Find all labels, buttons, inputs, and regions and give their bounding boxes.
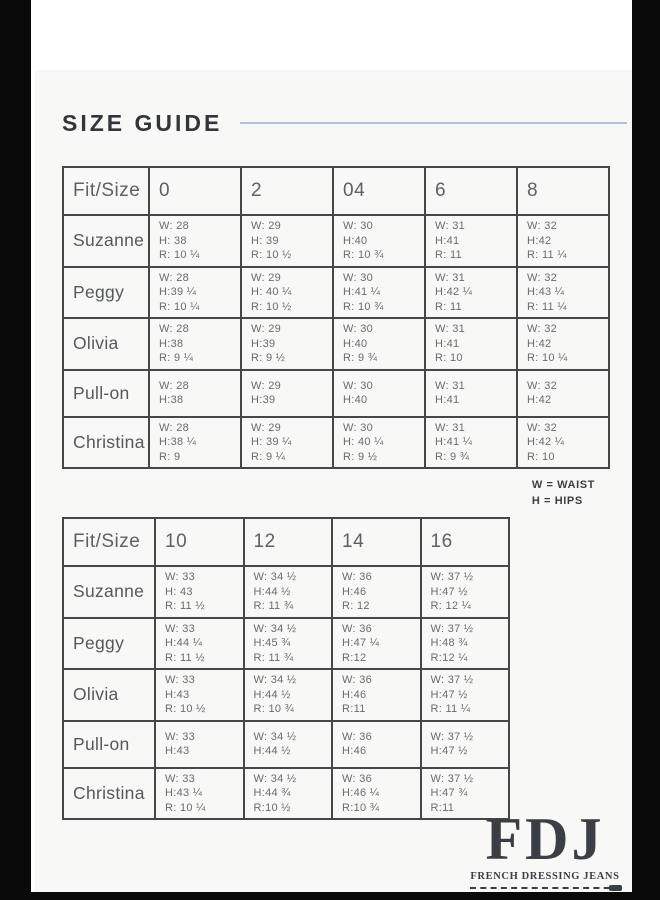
size-cell (332, 768, 421, 820)
measurement-line: H:42 (527, 337, 552, 350)
table-row (63, 318, 609, 370)
measurement-line: R: 10 ¼ (165, 801, 206, 814)
measurement-line: R:12 (342, 651, 367, 664)
measurement-line: H:46 (342, 745, 367, 757)
measurement-line: H:42 (527, 394, 552, 406)
title-row (62, 110, 627, 136)
measurement-line: R:11 (342, 703, 366, 715)
legend-waist: W = WAIST (531, 479, 595, 491)
table-row (63, 768, 509, 820)
measurement-line: W: 30 (343, 271, 374, 284)
measurement-line: R: 10 ¾ (253, 703, 295, 715)
brand-logo (470, 806, 620, 889)
measurement-line: W: 32 (527, 421, 558, 434)
measurement-line: W: 37 ½ (430, 674, 474, 686)
measurement-line: H:39 (251, 394, 276, 406)
measurement-line: R:11 (430, 801, 455, 814)
size-cell (155, 721, 244, 768)
measurement-line: R: 9 ¾ (435, 450, 470, 463)
size-cell (149, 417, 241, 469)
measurement-line: R: 10 (435, 352, 463, 364)
header-row (63, 167, 609, 215)
size-cell (333, 370, 425, 417)
size-cell (332, 566, 421, 618)
size-cell (425, 267, 517, 319)
measurement-line: W: 29 (251, 421, 282, 434)
size-cell (149, 215, 241, 267)
measurement-line: W: 30 (343, 421, 374, 434)
measurement-line: W: 33 (165, 772, 196, 785)
measurement-line: H:47 ¾ (430, 787, 468, 799)
size-column-header: 04 (333, 167, 425, 215)
size-cell (425, 318, 517, 370)
measurement-line: R: 9 ¼ (251, 450, 286, 463)
measurement-line: R: 11 (435, 300, 462, 313)
measurement-line: H:47 ½ (430, 688, 468, 701)
measurement-line: R:12 ¼ (430, 651, 468, 664)
measurement-line: W: 36 (342, 571, 373, 583)
measurement-line: R: 10 (527, 450, 555, 463)
header-row (63, 518, 509, 566)
fit-name: Pull-on (63, 721, 155, 768)
size-cell (155, 618, 244, 670)
measurement-line: W: 34 ½ (253, 571, 297, 583)
size-table-10-16-table (62, 517, 510, 820)
title-divider-line (240, 122, 627, 124)
measurement-line: R: 10 ½ (251, 300, 292, 313)
measurement-line: R: 11 ¼ (430, 703, 471, 715)
size-cell (333, 318, 425, 370)
measurement-line: W: 31 (435, 271, 466, 284)
size-table-10-16 (62, 517, 632, 820)
measurement-line: R: 10 ¼ (159, 249, 200, 261)
size-cell (244, 618, 333, 670)
measurement-line: H:41 (435, 337, 460, 350)
measurement-line: H: 38 (159, 234, 187, 247)
measurement-line: H:43 ¼ (165, 787, 203, 799)
measurement-line: H:47 ½ (430, 745, 468, 757)
size-cell (421, 721, 510, 768)
size-guide-content (35, 70, 632, 892)
measurement-line: H:41 ¼ (435, 436, 473, 448)
measurement-line: W: 33 (165, 674, 196, 686)
size-cell (425, 417, 517, 469)
size-cell (155, 566, 244, 618)
measurement-line: W: 31 (435, 220, 466, 232)
size-cell (421, 618, 510, 670)
logo-dashed-line (470, 887, 620, 889)
measurement-line: H:47 ¼ (342, 637, 380, 649)
page-title: SIZE GUIDE (62, 109, 223, 136)
size-cell (244, 768, 333, 820)
measurement-line: W: 28 (159, 379, 190, 392)
size-cell (149, 370, 241, 417)
fit-size-header: Fit/Size (63, 518, 155, 566)
measurement-line: R: 11 ¾ (253, 600, 294, 612)
measurement-line: W: 31 (435, 421, 466, 434)
measurement-line: W: 29 (251, 271, 282, 284)
fit-name: Peggy (63, 618, 155, 670)
size-table-0-8-table (62, 166, 610, 469)
measurement-line: H:42 ¼ (527, 436, 565, 448)
measurement-line: H: 40 ¼ (343, 436, 384, 448)
size-cell (149, 318, 241, 370)
size-cell (517, 417, 609, 469)
measurement-line: H:46 ¼ (342, 787, 380, 799)
measurement-line: W: 33 (165, 571, 196, 583)
size-column-header: 8 (517, 167, 609, 215)
size-column-header: 16 (421, 518, 510, 566)
measurement-line: H:44 ½ (253, 745, 291, 757)
measurement-line: H:38 (159, 337, 184, 350)
logo-brand-name: FRENCH DRESSING JEANS (470, 871, 620, 882)
size-cell (149, 267, 241, 319)
measurement-line: H:48 ¾ (430, 637, 468, 649)
size-column-header: 10 (155, 518, 244, 566)
measurement-line: R:10 ½ (253, 801, 291, 814)
measurement-line: W: 36 (342, 772, 373, 785)
size-cell (241, 318, 333, 370)
measurement-line: H:44 ½ (253, 688, 291, 701)
measurement-line: H:46 (342, 688, 367, 701)
size-column-header: 12 (244, 518, 333, 566)
size-column-header: 0 (149, 167, 241, 215)
size-cell (244, 566, 333, 618)
measurement-line: W: 29 (251, 379, 282, 392)
measurement-line: W: 36 (342, 622, 373, 635)
size-cell (333, 267, 425, 319)
size-cell (333, 215, 425, 267)
measurement-line: H:43 (165, 688, 190, 701)
measurement-line: R: 11 ½ (165, 651, 205, 664)
measurement-line: H:41 ¼ (343, 286, 381, 298)
measurement-line: R: 9 ¾ (343, 352, 378, 364)
measurement-line: H: 39 ¼ (251, 436, 292, 448)
size-cell (241, 370, 333, 417)
size-cell (155, 768, 244, 820)
measurement-line: H:38 ¼ (159, 436, 197, 448)
size-cell (241, 267, 333, 319)
measurement-line: W: 30 (343, 379, 374, 392)
measurement-line: H:38 (159, 394, 184, 406)
measurement-line: W: 34 ½ (253, 772, 297, 785)
measurement-line: R: 11 ½ (165, 600, 205, 612)
measurement-line: R:10 ¾ (342, 801, 380, 814)
fit-name: Christina (63, 417, 149, 469)
measurement-line: W: 30 (343, 323, 374, 335)
measurement-line: H:43 ¼ (527, 286, 565, 298)
measurement-line: R: 11 (435, 249, 462, 261)
table-row (63, 618, 509, 670)
size-cell (421, 669, 510, 721)
measurement-line: H: 39 (251, 234, 279, 247)
measurement-line: W: 34 ½ (253, 730, 297, 743)
fit-size-header: Fit/Size (63, 167, 149, 215)
measurement-line: W: 37 ½ (430, 622, 474, 635)
measurement-line: W: 29 (251, 323, 282, 335)
measurement-line: W: 28 (159, 271, 190, 284)
size-cell (241, 417, 333, 469)
size-cell (517, 267, 609, 319)
measurement-line: R: 11 ¼ (527, 300, 567, 313)
measurement-line: W: 28 (159, 323, 190, 335)
measurement-line: R: 9 ½ (251, 352, 286, 364)
size-cell (244, 721, 333, 768)
measurement-line: H:39 (251, 337, 276, 350)
measurement-line: R: 10 ¼ (159, 300, 200, 313)
measurement-line: H:47 ½ (430, 585, 468, 598)
measurement-line: W: 37 ½ (430, 571, 474, 583)
measurement-line: H:39 ¼ (159, 286, 197, 298)
measurement-line: H: 40 ¼ (251, 286, 292, 298)
measurement-line: H:44 ¼ (165, 637, 203, 649)
fit-name: Olivia (63, 669, 155, 721)
fit-name: Suzanne (63, 566, 155, 618)
measurement-line: W: 32 (527, 323, 558, 335)
measurement-line: W: 33 (165, 730, 196, 743)
logo-initials: FDJ (485, 806, 605, 872)
table-row (63, 370, 609, 417)
size-cell (155, 669, 244, 721)
measurement-line: R: 10 ¾ (343, 300, 384, 313)
size-cell (244, 669, 333, 721)
measurement-line: W: 34 ½ (253, 622, 297, 635)
measurement-line: R: 9 ½ (343, 450, 378, 463)
size-cell (333, 417, 425, 469)
measurement-line: W: 36 (342, 730, 373, 743)
size-cell (332, 618, 421, 670)
size-cell (332, 721, 421, 768)
measurement-line: R: 11 ¼ (527, 249, 567, 261)
measurement-line: W: 31 (435, 379, 466, 392)
fit-name: Peggy (63, 267, 149, 319)
measurement-line: W: 28 (159, 421, 190, 434)
measurement-line: H:44 ¾ (253, 787, 291, 799)
measurement-line: H:40 (343, 337, 368, 350)
measurement-line: W: 36 (342, 674, 373, 686)
fit-name: Suzanne (63, 215, 149, 267)
measurement-line: H:40 (343, 394, 368, 406)
measurement-line: H:41 (435, 394, 460, 406)
size-cell (241, 215, 333, 267)
table-row (63, 721, 509, 768)
table-row (63, 566, 509, 618)
measurement-line: R: 10 ½ (165, 703, 206, 715)
size-column-header: 6 (425, 167, 517, 215)
measurement-line: W: 31 (435, 323, 466, 335)
measurement-line: H: 43 (165, 585, 193, 598)
fit-name: Olivia (63, 318, 149, 370)
measurement-line: R: 11 ¾ (253, 651, 294, 664)
measurement-line: W: 33 (165, 622, 196, 635)
measurement-line: R: 9 ¼ (159, 352, 194, 364)
measurement-line: W: 32 (527, 220, 558, 232)
measurement-line: R: 10 ¼ (527, 352, 568, 364)
size-cell (517, 370, 609, 417)
measurement-line: R: 10 ½ (251, 249, 292, 261)
measurement-line: W: 34 ½ (253, 674, 297, 686)
measurement-legend (62, 477, 595, 509)
size-cell (421, 566, 510, 618)
table-row (63, 669, 509, 721)
table-row (63, 417, 609, 469)
measurement-line: H:42 (527, 234, 552, 247)
measurement-line: H:46 (342, 585, 367, 598)
measurement-line: W: 37 ½ (430, 730, 474, 743)
size-cell (425, 215, 517, 267)
measurement-line: H:45 ¾ (253, 637, 291, 649)
table-row (63, 267, 609, 319)
legend-hips: H = HIPS (531, 495, 583, 507)
measurement-line: H:44 ½ (253, 585, 291, 598)
measurement-line: R: 12 (342, 600, 370, 612)
fit-name: Pull-on (63, 370, 149, 417)
table-row (63, 215, 609, 267)
size-cell (517, 318, 609, 370)
zipper-pull-icon (609, 885, 622, 891)
measurement-line: W: 28 (159, 220, 190, 232)
size-table-0-8 (62, 166, 632, 469)
fit-name: Christina (63, 768, 155, 820)
size-column-header: 2 (241, 167, 333, 215)
size-column-header: 14 (332, 518, 421, 566)
size-cell (425, 370, 517, 417)
measurement-line: H:41 (435, 234, 460, 247)
measurement-line: W: 29 (251, 220, 282, 232)
measurement-line: W: 30 (343, 220, 374, 232)
measurement-line: W: 32 (527, 271, 558, 284)
measurement-line: R: 10 ¾ (343, 249, 384, 261)
measurement-line: H:40 (343, 234, 368, 247)
page (31, 0, 632, 892)
measurement-line: R: 12 ¼ (430, 600, 472, 612)
size-cell (517, 215, 609, 267)
measurement-line: H:43 (165, 745, 190, 757)
measurement-line: W: 32 (527, 379, 558, 392)
measurement-line: R: 9 (159, 450, 181, 463)
measurement-line: W: 37 ½ (430, 772, 474, 785)
size-cell (332, 669, 421, 721)
measurement-line: H:42 ¼ (435, 286, 473, 298)
